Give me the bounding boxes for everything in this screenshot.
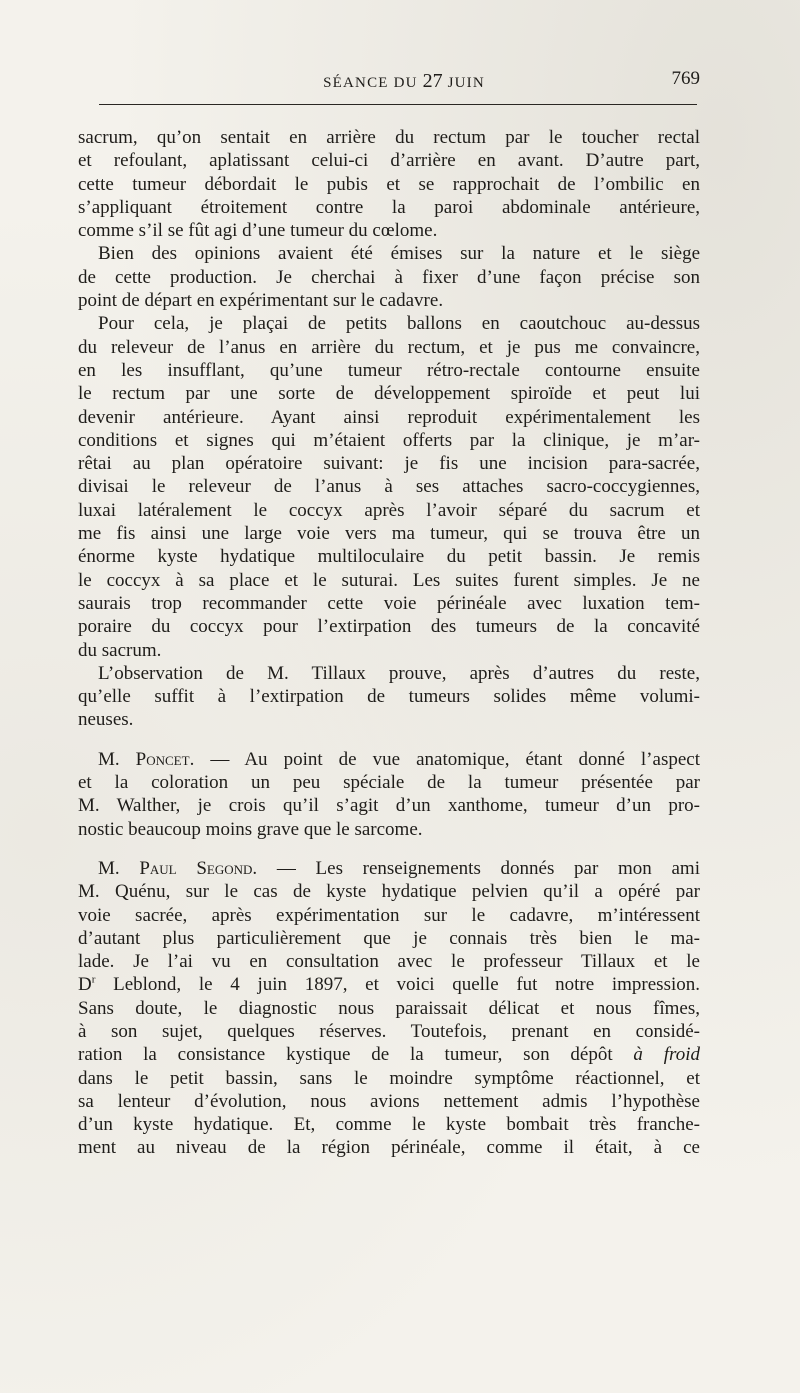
text-line: de cette production. Je cherchai à fixer d’une façon précise son bbox=[78, 266, 700, 288]
text-line: neuses. bbox=[78, 709, 134, 731]
text-line: Bien des opinions avaient été émises sur la nature et le siège bbox=[98, 243, 700, 265]
speaker-prefix: M. bbox=[98, 748, 136, 770]
text-line: qu’elle suffit à l’extirpation de tumeurs solides même volumi- bbox=[78, 686, 700, 708]
text-line: devenir antérieure. Ayant ainsi reproduit expérimentalement les bbox=[78, 406, 700, 428]
text-line: rêtai au plan opératoire suivant: je fis une incision para-sacrée, bbox=[78, 453, 700, 475]
segond-remark bbox=[78, 857, 700, 1160]
text-line: sacrum, qu’on sentait en arrière du rectum par le toucher rectal bbox=[78, 127, 700, 148]
text-line: me fis ainsi une large voie vers ma tumeur, qui se trouva être un bbox=[78, 523, 700, 545]
text-line: nostic beaucoup moins grave que le sarcome. bbox=[78, 818, 423, 840]
text-line: L’observation de M. Tillaux prouve, après d’autres du reste, bbox=[98, 662, 700, 684]
text-line bbox=[78, 1043, 700, 1066]
text-line: M. Quénu, sur le cas de kyste hydatique pelvien qu’il a opéré par bbox=[78, 881, 700, 903]
leblond-prefix: D bbox=[78, 974, 92, 996]
text-line: d’un kyste hydatique. Et, comme le kyste bombait très franche- bbox=[78, 1114, 700, 1136]
text-line: divisai le releveur de l’anus à ses attaches sacro-coccygiennes, bbox=[78, 476, 700, 498]
leblond-rest: Leblond, le 4 juin 1897, et voici quelle fut notre impression. bbox=[95, 974, 700, 996]
running-header bbox=[78, 66, 700, 96]
text-line: luxai latéralement le coccyx après l’avoir séparé du sacrum et bbox=[78, 499, 700, 521]
text-line: en les insufflant, qu’une tumeur rétro-rectale contourne ensuite bbox=[78, 359, 700, 381]
text-line: M. Walther, je crois qu’il s’agit d’un xanthome, tumeur d’un pro- bbox=[78, 795, 700, 817]
text-line: voie sacrée, après expérimentation sur le cadavre, m’intéressent bbox=[78, 904, 700, 926]
text-line: du sacrum. bbox=[78, 639, 162, 661]
text-line: lade. Je l’ai vu en consultation avec le professeur Tillaux et le bbox=[78, 951, 700, 973]
header-rule bbox=[99, 104, 697, 105]
body-text bbox=[78, 126, 700, 1160]
text-line bbox=[78, 857, 700, 880]
speaker-name: Paul Segond bbox=[139, 857, 253, 879]
text-line: à son sujet, quelques réserves. Toutefois, prenant en considé- bbox=[78, 1020, 700, 1042]
text-line: conditions et signes qui m’étaient offerts par la clinique, je m’ar- bbox=[78, 429, 700, 451]
text-line: comme s’il se fût agi d’une tumeur du cœlome. bbox=[78, 220, 438, 242]
section-gap bbox=[78, 841, 700, 857]
froid-prefix: ration la consistance kystique de la tumeur, son dépôt bbox=[78, 1044, 634, 1066]
text-line: point de départ en expérimentant sur le cadavre. bbox=[78, 290, 444, 312]
text-line: sa lenteur d’évolution, nous avions nettement admis l’hypothèse bbox=[78, 1090, 700, 1112]
text-line: le rectum par une sorte de développement spiroïde et peut lui bbox=[78, 383, 700, 405]
text-line: cette tumeur débordait le pubis et se rapprochait de l’ombilic en bbox=[78, 173, 700, 195]
text-line: le coccyx à sa place et le suturai. Les suites furent simples. Je ne bbox=[78, 569, 700, 591]
text-line: énorme kyste hydatique multiloculaire du petit bassin. Je remis bbox=[78, 546, 700, 568]
text-line bbox=[78, 748, 700, 771]
poncet-remark bbox=[78, 748, 700, 841]
text-line: d’autant plus particulièrement que je connais très bien le ma- bbox=[78, 927, 700, 949]
text-line: et refoulant, aplatissant celui-ci d’arrière en avant. D’autre part, bbox=[78, 150, 700, 172]
text-line: ment au niveau de la région périnéale, comme il était, à ce bbox=[78, 1137, 700, 1159]
section-gap bbox=[78, 732, 700, 748]
speaker-prefix: M. bbox=[98, 857, 140, 879]
leblond-sup: r bbox=[91, 974, 96, 987]
paragraph-1 bbox=[78, 126, 700, 242]
text-line: poraire du coccyx pour l’extirpation des tumeurs de la concavité bbox=[78, 616, 700, 638]
header-title-day: 27 bbox=[422, 70, 443, 92]
text-line: s’appliquant étroitement contre la paroi abdominale antérieure, bbox=[78, 196, 700, 218]
paragraph-3 bbox=[78, 312, 700, 661]
speaker-text: . — Au point de vue anatomique, étant donné l’aspect bbox=[189, 748, 700, 770]
text-line: du releveur de l’anus en arrière du rectum, et je pus me convaincre, bbox=[78, 336, 700, 358]
paragraph-4 bbox=[78, 662, 700, 732]
page-number: 769 bbox=[671, 68, 700, 89]
froid-italic: à froid bbox=[633, 1044, 700, 1066]
header-title-suffix: JUIN bbox=[442, 75, 485, 91]
text-line bbox=[78, 973, 700, 996]
paragraph-2 bbox=[78, 242, 700, 312]
text-line: saurais trop recommander cette voie périnéale avec luxation tem- bbox=[78, 592, 700, 614]
speaker-name: Poncet bbox=[135, 748, 190, 770]
header-title-prefix: SÉANCE DU bbox=[323, 75, 423, 91]
header-title bbox=[78, 70, 700, 93]
text-line: Pour cela, je plaçai de petits ballons en caoutchouc au-dessus bbox=[98, 313, 700, 335]
text-line: et la coloration un peu spéciale de la tumeur présentée par bbox=[78, 772, 700, 794]
speaker-text: . — Les renseignements donnés par mon ami bbox=[252, 857, 700, 879]
text-line: Sans doute, le diagnostic nous paraissait délicat et nous fîmes, bbox=[78, 997, 700, 1019]
text-line: dans le petit bassin, sans le moindre symptôme réactionnel, et bbox=[78, 1067, 700, 1089]
